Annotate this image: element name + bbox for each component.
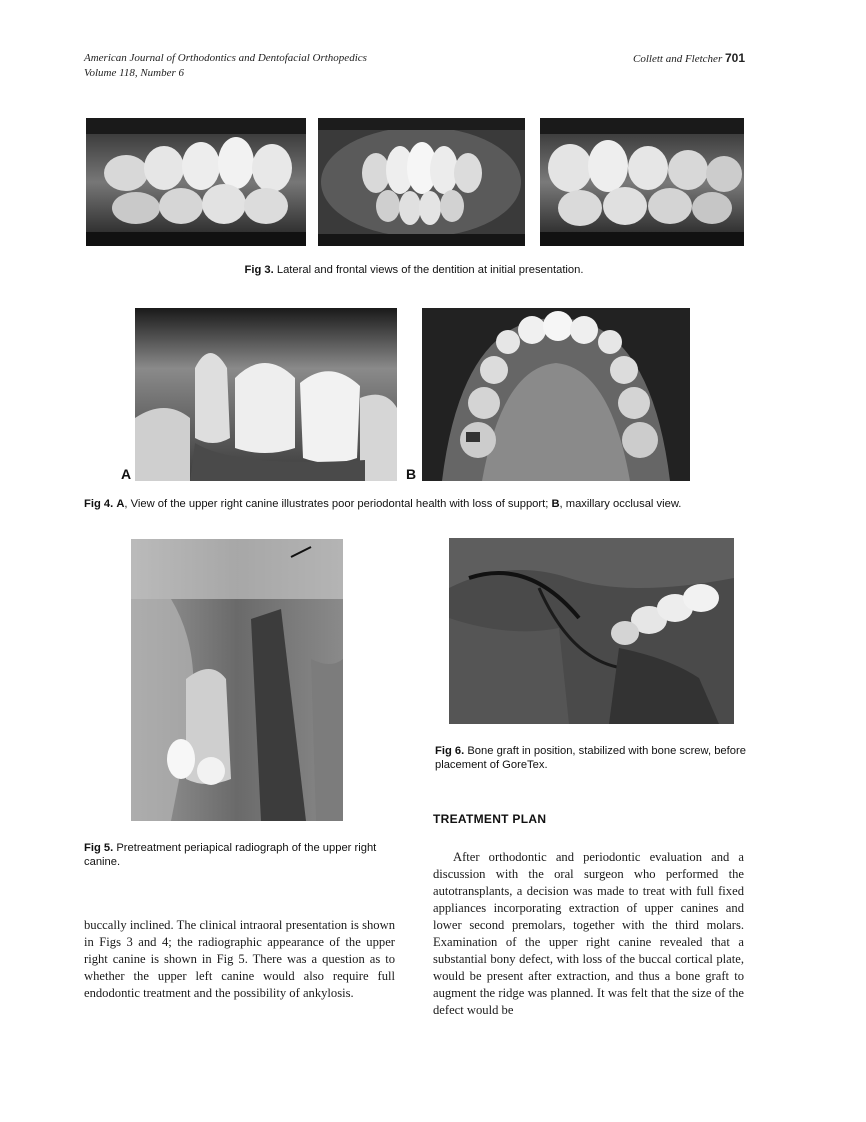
fig4-panel-b-label: B: [406, 466, 417, 482]
fig6-text: Bone graft in position, stabilized with bone screw, before placement of GoreTex.: [435, 745, 746, 771]
fig4-b-ref: B: [551, 498, 560, 510]
fig5-label: Fig 5.: [84, 842, 114, 854]
fig6-label: Fig 6.: [435, 745, 465, 757]
authors: Collett and Fletcher: [633, 53, 723, 65]
fig6-caption: [435, 744, 751, 772]
page-number: 701: [724, 51, 745, 65]
fig3-caption: [84, 263, 744, 277]
fig4-caption: [84, 497, 764, 511]
treatment-plan-heading: TREATMENT PLAN: [433, 812, 547, 826]
fig3-text: Lateral and frontal views of the dentition at initial presentation.: [276, 264, 584, 276]
fig5-caption: [84, 841, 400, 869]
fig4-b-text: , maxillary occlusal view.: [559, 498, 682, 510]
fig6-photo-bone-graft: [449, 538, 734, 724]
fig4b-photo-maxillary-occlusal: [422, 308, 690, 481]
journal-header: [84, 51, 367, 81]
fig5-text: Pretreatment periapical radiograph of the upper right canine.: [84, 842, 377, 868]
page-header-right: [633, 51, 745, 67]
left-column-paragraph: buccally inclined. The clinical intraoral presentation is shown in Figs 3 and 4; the radiographic appearance of the upper right canine is shown in Fig 5. There was a question as to whether the upper left canine would also require full endodontic treatment and the possibility of ankylosis.: [84, 918, 395, 1000]
fig4-panel-a-label: A: [121, 466, 132, 482]
fig3-photo-left-lateral: [540, 118, 744, 246]
fig3-photo-frontal: [318, 118, 525, 246]
fig4-label: Fig 4.: [84, 498, 114, 510]
fig4a-photo-upper-right-canine: [135, 308, 397, 481]
fig4-a-text: , View of the upper right canine illustrates poor periodontal health with loss of support;: [124, 498, 552, 510]
fig5-radiograph: [131, 539, 343, 821]
fig4-a-ref: A: [116, 498, 125, 510]
fig3-photo-right-lateral: [86, 118, 306, 246]
treatment-plan-paragraph: After orthodontic and periodontic evaluation and a discussion with the oral surgeon who performed the autotransplants, a decision was made to treat with full fixed appliances incorporating extraction of upper canines and lower second premolars, together with the third molars. Examination of the upper right canine revealed that a substantial bony defect, with loss of the buccal cortical plate, would be present after extraction, and thus a bone graft to augment the ridge was planned. It was felt that the size of the defect would be: [433, 850, 744, 1017]
fig3-label: Fig 3.: [244, 264, 274, 276]
journal-title: American Journal of Orthodontics and Dentofacial Orthopedics: [84, 52, 367, 64]
journal-volume: Volume 118, Number 6: [84, 67, 185, 79]
